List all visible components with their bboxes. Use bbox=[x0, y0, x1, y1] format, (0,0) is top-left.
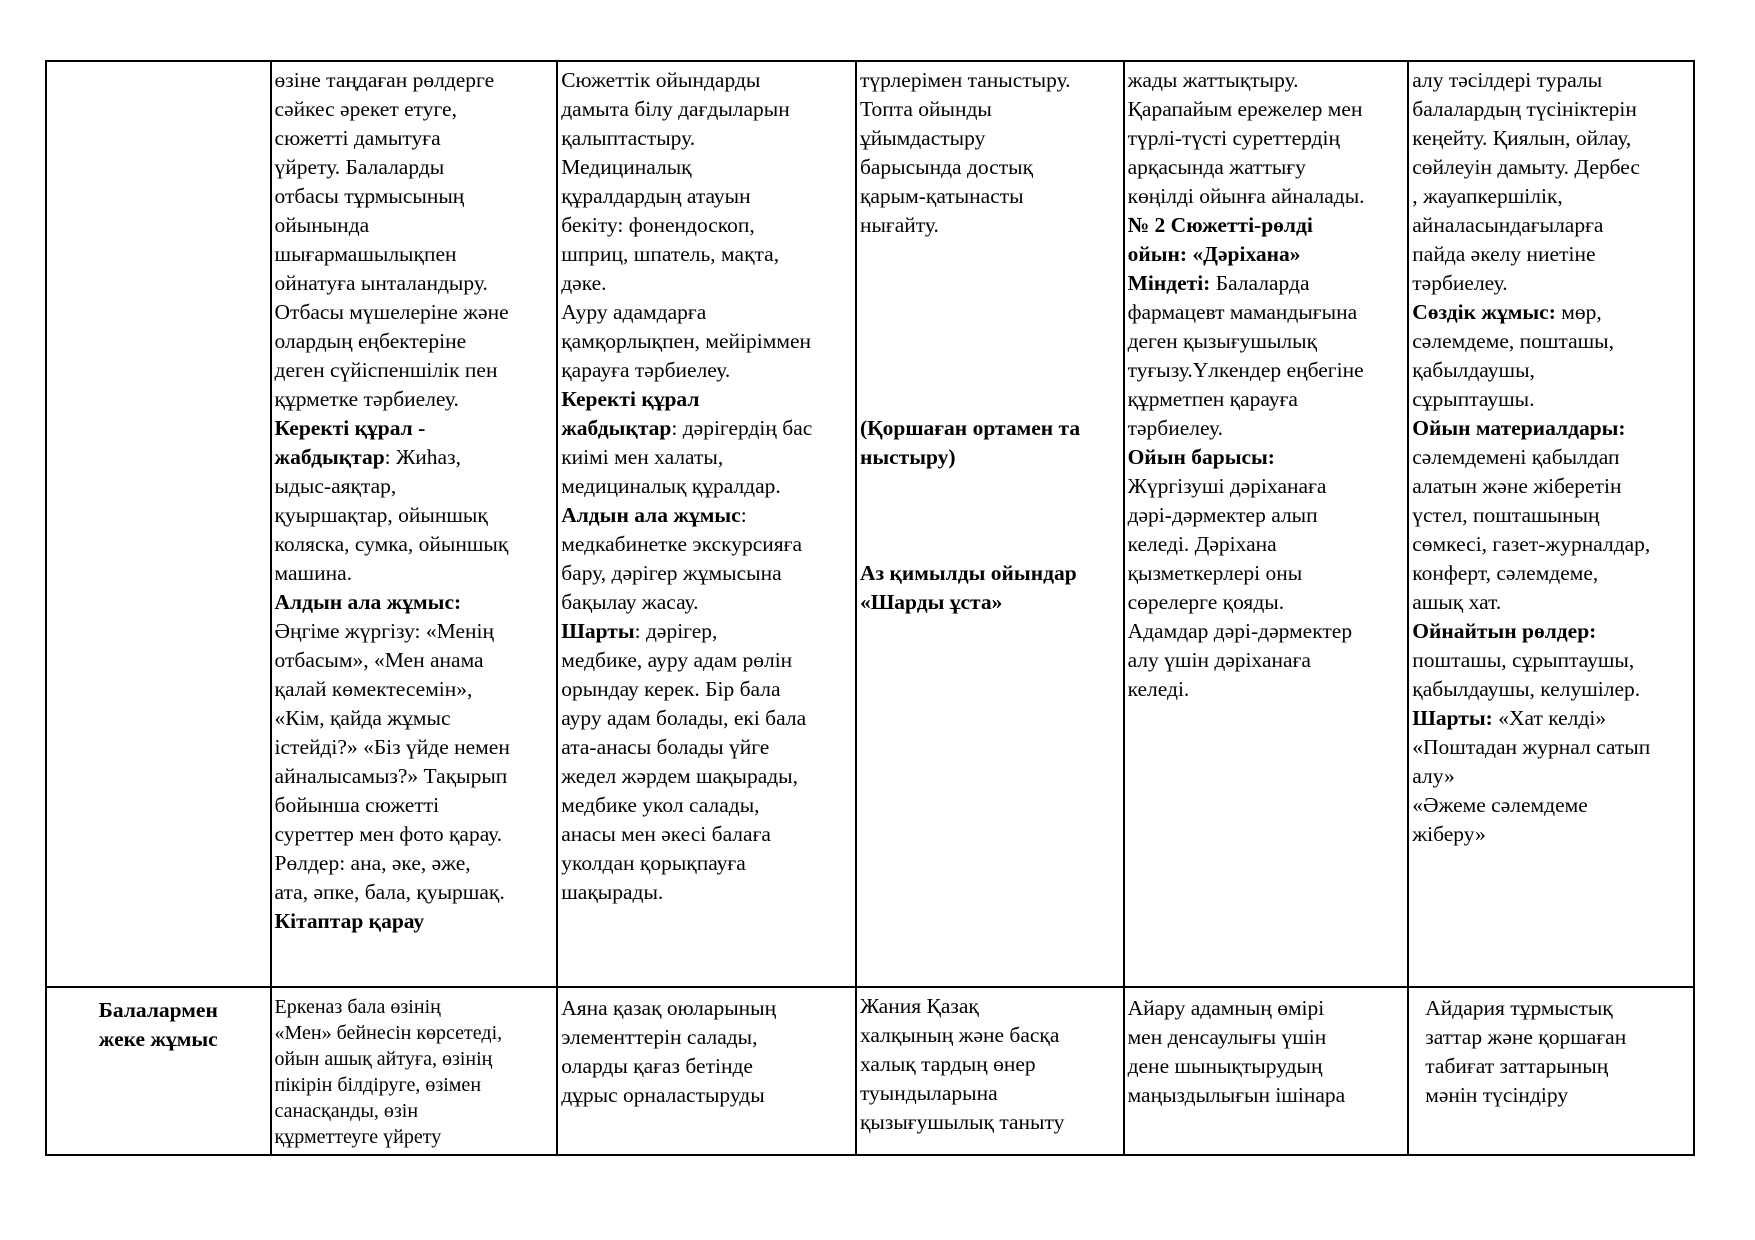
text-line bbox=[561, 559, 851, 588]
text: келеді. Дәріхана bbox=[1127, 532, 1277, 556]
bold-text: ныстыру) bbox=[859, 445, 956, 469]
text-line bbox=[860, 66, 1119, 95]
text-line bbox=[1412, 675, 1689, 704]
text-line bbox=[1412, 240, 1689, 269]
text-line bbox=[275, 762, 553, 791]
text: сюжетті дамытуға bbox=[274, 126, 441, 150]
text-line bbox=[1412, 530, 1689, 559]
text-line bbox=[860, 298, 1119, 327]
text-line bbox=[1412, 472, 1689, 501]
text-line bbox=[1128, 356, 1404, 385]
plan-row-games bbox=[46, 61, 1694, 987]
text: ыдыс-аяқтар, bbox=[274, 474, 397, 498]
text-line bbox=[275, 472, 553, 501]
text-line bbox=[1412, 66, 1689, 95]
text-line bbox=[1128, 153, 1404, 182]
text: алу» bbox=[1412, 764, 1455, 788]
text: шприц, шпатель, мақта, bbox=[561, 242, 780, 266]
bold-text: Сөздік жұмыс: bbox=[1412, 300, 1556, 324]
text-line bbox=[561, 762, 851, 791]
row2-cell-friday bbox=[1408, 987, 1694, 1155]
text: : bbox=[740, 503, 747, 527]
text-line bbox=[1128, 617, 1404, 646]
text: орындау керек. Бір бала bbox=[561, 677, 781, 701]
text: жіберу» bbox=[1412, 822, 1486, 846]
text: құрметке тәрбиелеу. bbox=[274, 387, 459, 411]
text: үстел, пошташының bbox=[1412, 503, 1600, 527]
text-line: дұрыс орналастыруды bbox=[561, 1083, 765, 1107]
text: Қарапайым ережелер мен bbox=[1127, 97, 1363, 121]
text-line bbox=[561, 327, 851, 356]
bold-text: Алдын ала жұмыс bbox=[561, 503, 741, 527]
text: , жауапкершілік, bbox=[1412, 184, 1563, 208]
text: бақылау жасау. bbox=[561, 590, 699, 614]
text-line bbox=[561, 501, 851, 530]
text-line bbox=[561, 414, 851, 443]
text-line bbox=[1128, 675, 1404, 704]
text-line: пікірін білдіруге, өзімен bbox=[274, 1074, 482, 1096]
text: сәлемдемені қабылдап bbox=[1412, 445, 1620, 469]
text-line bbox=[275, 820, 553, 849]
row1-cell-tuesday bbox=[557, 61, 856, 987]
text: уколдан қорықпауға bbox=[561, 851, 746, 875]
text-line bbox=[275, 124, 553, 153]
text-line: Аяна қазақ оюларының bbox=[561, 996, 777, 1020]
text-line bbox=[561, 298, 851, 327]
text-line: туындыларына bbox=[859, 1081, 998, 1105]
row2-header-line-1: Балалармен bbox=[98, 998, 218, 1022]
text-line bbox=[860, 530, 1119, 559]
text: ашық хат. bbox=[1412, 590, 1502, 614]
text: қабылдаушы, bbox=[1412, 358, 1535, 382]
text-line bbox=[1412, 559, 1689, 588]
text: шақырады. bbox=[561, 880, 664, 904]
text-line: элементтерін салады, bbox=[561, 1025, 758, 1049]
text: сәйкес әрекет етуге, bbox=[274, 97, 457, 121]
text: дамыта білу дағдыларын bbox=[561, 97, 790, 121]
bold-text: № 2 Сюжетті-рөлді bbox=[1127, 213, 1313, 237]
text-line bbox=[275, 443, 553, 472]
text-line: дене шынықтырудың bbox=[1127, 1054, 1323, 1078]
bold-text: Керекті құрал bbox=[561, 387, 700, 411]
text-line bbox=[275, 298, 553, 327]
text: «Хат келді» bbox=[1492, 706, 1607, 730]
text-line bbox=[1412, 704, 1689, 733]
bold-text: Ойнайтын рөлдер: bbox=[1412, 619, 1597, 643]
text-line bbox=[275, 907, 553, 936]
text: қабылдаушы, келушілер. bbox=[1412, 677, 1641, 701]
text-line: Еркеназ бала өзінің bbox=[274, 996, 441, 1018]
text: тәрбиелеу. bbox=[1127, 416, 1223, 440]
text-line bbox=[1412, 791, 1689, 820]
text: туғызу.Үлкендер еңбегіне bbox=[1127, 358, 1364, 382]
text-line bbox=[561, 675, 851, 704]
row2-cell-wednesday bbox=[856, 987, 1124, 1155]
text-line bbox=[1412, 733, 1689, 762]
text-line bbox=[561, 878, 851, 907]
text: Сюжеттік ойындарды bbox=[561, 68, 761, 92]
bold-text: Кітаптар қарау bbox=[274, 909, 425, 933]
text-line bbox=[275, 385, 553, 414]
text: ұйымдастыру bbox=[859, 126, 986, 150]
text: алу үшін дәріханаға bbox=[1127, 648, 1311, 672]
text-line bbox=[860, 327, 1119, 356]
bold-text: жабдықтар bbox=[274, 445, 385, 469]
bold-text: Ойын материалдары: bbox=[1412, 416, 1626, 440]
text: бекіту: фонендоскоп, bbox=[561, 213, 755, 237]
text-line bbox=[1412, 211, 1689, 240]
text: дәрі-дәрмектер алып bbox=[1127, 503, 1318, 527]
text-line: маңыздылығын ішінара bbox=[1127, 1083, 1346, 1107]
text-line bbox=[1128, 269, 1404, 298]
text-line bbox=[860, 95, 1119, 124]
text-line bbox=[1412, 646, 1689, 675]
text-line: халқының және басқа bbox=[859, 1023, 1060, 1047]
text: сөрелерге қояды. bbox=[1127, 590, 1285, 614]
text-line bbox=[561, 356, 851, 385]
text-line bbox=[1412, 327, 1689, 356]
text-line bbox=[275, 66, 553, 95]
text-line bbox=[1412, 95, 1689, 124]
text-line bbox=[275, 182, 553, 211]
text-line bbox=[561, 182, 851, 211]
text: деген сүйіспеншілік пен bbox=[274, 358, 498, 382]
text-line bbox=[860, 559, 1119, 588]
text: Медициналық bbox=[561, 155, 692, 179]
text: мөр, bbox=[1555, 300, 1602, 324]
text-line bbox=[275, 530, 553, 559]
text-line bbox=[561, 588, 851, 617]
text-line: халық тардың өнер bbox=[859, 1052, 1036, 1076]
text-line bbox=[1128, 443, 1404, 472]
text: Балаларда bbox=[1210, 271, 1310, 295]
text-line bbox=[561, 704, 851, 733]
text-line bbox=[561, 472, 851, 501]
text-line bbox=[275, 646, 553, 675]
text-line bbox=[1128, 211, 1404, 240]
row2-header-line-2: жеке жұмыс bbox=[98, 1027, 218, 1051]
text: жады жаттықтыру. bbox=[1127, 68, 1299, 92]
text: Ауру адамдарға bbox=[561, 300, 707, 324]
text-line bbox=[860, 182, 1119, 211]
text-line bbox=[561, 153, 851, 182]
text-line bbox=[860, 472, 1119, 501]
text-line: Айдария тұрмыстық bbox=[1425, 996, 1613, 1020]
text: Жүргізуші дәріханаға bbox=[1127, 474, 1327, 498]
text-line bbox=[1412, 182, 1689, 211]
text-line bbox=[1412, 414, 1689, 443]
text-line bbox=[275, 153, 553, 182]
text-line: қызығушылық таныту bbox=[859, 1110, 1065, 1134]
text-line: мен денсаулығы үшін bbox=[1127, 1025, 1327, 1049]
text: өзіне таңдаған рөлдерге bbox=[274, 68, 495, 92]
text-line bbox=[275, 704, 553, 733]
text-line bbox=[1128, 385, 1404, 414]
row1-cell-monday bbox=[271, 61, 558, 987]
text: Әңгіме жүргізу: «Менің bbox=[274, 619, 494, 643]
row2-header-cell bbox=[46, 987, 271, 1155]
text: отбасым», «Мен анама bbox=[274, 648, 484, 672]
text-line bbox=[1128, 298, 1404, 327]
text: ата-анасы болады үйге bbox=[561, 735, 770, 759]
text-line bbox=[561, 733, 851, 762]
text-line: Жания Қазақ bbox=[859, 994, 979, 1018]
text: «Поштадан журнал сатып bbox=[1412, 735, 1651, 759]
text-line: құрметтеуге үйрету bbox=[274, 1126, 442, 1148]
text-line bbox=[1128, 472, 1404, 501]
text-line bbox=[561, 211, 851, 240]
text-line bbox=[275, 559, 553, 588]
text: бару, дәрігер жұмысына bbox=[561, 561, 782, 585]
text: отбасы тұрмысының bbox=[274, 184, 465, 208]
text-line: мәнін түсіндіру bbox=[1425, 1083, 1569, 1107]
text-line bbox=[1128, 588, 1404, 617]
text-line bbox=[275, 95, 553, 124]
text: Рөлдер: ана, әке, әже, bbox=[274, 851, 471, 875]
text-line bbox=[275, 733, 553, 762]
bold-text: «Шарды ұста» bbox=[859, 590, 1003, 614]
text-line bbox=[275, 588, 553, 617]
row2-cell-thursday bbox=[1124, 987, 1409, 1155]
text-line bbox=[1412, 588, 1689, 617]
text: барысында достық bbox=[859, 155, 1034, 179]
text: құралдардың атауын bbox=[561, 184, 751, 208]
text-line bbox=[561, 617, 851, 646]
text: ойнатуға ынталандыру. bbox=[274, 271, 488, 295]
text-line bbox=[275, 269, 553, 298]
text: «Кім, қайда жұмыс bbox=[274, 706, 451, 730]
text: қалай көмектесемін», bbox=[274, 677, 473, 701]
text-line bbox=[561, 95, 851, 124]
text: анасы мен әкесі балаға bbox=[561, 822, 771, 846]
text: алу тәсілдері туралы bbox=[1412, 68, 1603, 92]
text: дәке. bbox=[561, 271, 607, 295]
text-line bbox=[561, 849, 851, 878]
plan-row-individual-work bbox=[46, 987, 1694, 1155]
text: конферт, сәлемдеме, bbox=[1412, 561, 1599, 585]
text: түрлі-түсті суреттердің bbox=[1127, 126, 1341, 150]
text-line bbox=[275, 791, 553, 820]
bold-text: Аз қимылды ойындар bbox=[859, 561, 1077, 585]
text-line: «Мен» бейнесін көрсетеді, bbox=[274, 1022, 503, 1044]
text: үйрету. Балаларды bbox=[274, 155, 445, 179]
bold-text: Алдын ала жұмыс: bbox=[274, 590, 462, 614]
text-line bbox=[561, 66, 851, 95]
text-line bbox=[1128, 414, 1404, 443]
text: айналысамыз?» Тақырып bbox=[274, 764, 508, 788]
text-line bbox=[561, 791, 851, 820]
text-line bbox=[860, 211, 1119, 240]
text-line bbox=[1128, 124, 1404, 153]
text-line bbox=[860, 501, 1119, 530]
text-line: санасқанды, өзін bbox=[274, 1100, 419, 1122]
text-line: заттар және қоршаған bbox=[1425, 1025, 1627, 1049]
text-line bbox=[860, 269, 1119, 298]
text-line bbox=[1412, 443, 1689, 472]
bold-text: Шарты: bbox=[1412, 706, 1493, 730]
text: қарауға тәрбиелеу. bbox=[561, 358, 731, 382]
plan-table bbox=[45, 60, 1695, 1156]
text-line bbox=[1412, 617, 1689, 646]
text: сөмкесі, газет-журналдар, bbox=[1412, 532, 1651, 556]
text-line bbox=[1412, 820, 1689, 849]
text: машина. bbox=[274, 561, 353, 585]
text: Адамдар дәрі-дәрмектер bbox=[1127, 619, 1353, 643]
text: Отбасы мүшелеріне және bbox=[274, 300, 509, 324]
text-line: Айару адамның өмірі bbox=[1127, 996, 1325, 1020]
text: келеді. bbox=[1127, 677, 1190, 701]
text: : Жиһаз, bbox=[384, 445, 461, 469]
text-line bbox=[1412, 269, 1689, 298]
text-line bbox=[1128, 559, 1404, 588]
bold-text: Керекті құрал - bbox=[274, 416, 426, 440]
text: арқасында жаттығу bbox=[1127, 155, 1306, 179]
text-line bbox=[275, 675, 553, 704]
bold-text: Шарты bbox=[561, 619, 635, 643]
text: түрлерімен таныстыру. bbox=[859, 68, 1071, 92]
text: айналасындағыларға bbox=[1412, 213, 1604, 237]
text: медициналық құралдар. bbox=[561, 474, 781, 498]
text-line bbox=[275, 356, 553, 385]
text: қуыршақтар, ойыншық bbox=[274, 503, 488, 527]
text: қамқорлықпен, мейіріммен bbox=[561, 329, 812, 353]
bold-text: ойын: «Дәріхана» bbox=[1127, 242, 1301, 266]
bold-text: Міндеті: bbox=[1127, 271, 1211, 295]
text-line bbox=[275, 617, 553, 646]
text-line bbox=[561, 269, 851, 298]
row2-cell-tuesday bbox=[557, 987, 856, 1155]
text-line bbox=[1128, 95, 1404, 124]
text: деген қызығушылық bbox=[1127, 329, 1318, 353]
text-line bbox=[860, 385, 1119, 414]
text-line bbox=[860, 588, 1119, 617]
text: ауру адам болады, екі бала bbox=[561, 706, 807, 730]
text-line bbox=[275, 878, 553, 907]
text: бойынша сюжетті bbox=[274, 793, 440, 817]
text: медкабинетке экскурсияға bbox=[561, 532, 803, 556]
bold-text: (Қоршаған ортамен та bbox=[859, 416, 1081, 440]
text-line bbox=[1412, 356, 1689, 385]
text: фармацевт мамандығына bbox=[1127, 300, 1358, 324]
text: суреттер мен фото қарау. bbox=[274, 822, 503, 846]
text: құрметпен қарауға bbox=[1127, 387, 1298, 411]
text: сәлемдеме, пошташы, bbox=[1412, 329, 1614, 353]
text-line bbox=[275, 327, 553, 356]
text: пайда әкелу ниетіне bbox=[1412, 242, 1596, 266]
text: киімі мен халаты, bbox=[561, 445, 724, 469]
text-line bbox=[1128, 182, 1404, 211]
text-line bbox=[1128, 646, 1404, 675]
text-line bbox=[1128, 501, 1404, 530]
text-line bbox=[860, 443, 1119, 472]
bold-text: Ойын барысы: bbox=[1127, 445, 1275, 469]
text-line bbox=[561, 124, 851, 153]
text: : дәрігер, bbox=[634, 619, 718, 643]
bold-text: жабдықтар bbox=[561, 416, 672, 440]
text-line: оларды қағаз бетінде bbox=[561, 1054, 753, 1078]
text-line bbox=[561, 530, 851, 559]
text-line bbox=[275, 240, 553, 269]
text: жедел жәрдем шақырады, bbox=[561, 764, 799, 788]
text-line bbox=[1128, 530, 1404, 559]
text-line bbox=[1412, 124, 1689, 153]
text-line bbox=[275, 849, 553, 878]
text-line bbox=[1412, 298, 1689, 327]
text: шығармашылықпен bbox=[274, 242, 457, 266]
text-line bbox=[860, 356, 1119, 385]
text: медбике, ауру адам рөлін bbox=[561, 648, 793, 672]
text-line bbox=[1412, 762, 1689, 791]
text: сөйлеуін дамыту. Дербес bbox=[1412, 155, 1640, 179]
text-line bbox=[1128, 327, 1404, 356]
text-line bbox=[275, 501, 553, 530]
text: коляска, сумка, ойыншық bbox=[274, 532, 509, 556]
row1-cell-friday bbox=[1408, 61, 1694, 987]
text-line bbox=[1412, 385, 1689, 414]
text: медбике укол салады, bbox=[561, 793, 760, 817]
text-line bbox=[860, 240, 1119, 269]
row1-cell-wednesday bbox=[856, 61, 1124, 987]
row1-header-cell bbox=[46, 61, 271, 987]
row2-cell-monday bbox=[271, 987, 558, 1155]
text-line bbox=[561, 443, 851, 472]
text-line bbox=[561, 820, 851, 849]
text: істейді?» «Біз үйде немен bbox=[274, 735, 510, 759]
text: ойынында bbox=[274, 213, 370, 237]
text: : дәрігердің бас bbox=[671, 416, 813, 440]
text: пошташы, сұрыптаушы, bbox=[1412, 648, 1635, 672]
text: Топта ойынды bbox=[859, 97, 992, 121]
text: алатын және жіберетін bbox=[1412, 474, 1622, 498]
text-line: табиғат заттарының bbox=[1425, 1054, 1609, 1078]
text: балалардың түсініктерін bbox=[1412, 97, 1637, 121]
text-line bbox=[1128, 66, 1404, 95]
row1-cell-thursday bbox=[1124, 61, 1409, 987]
text: олардың еңбектеріне bbox=[274, 329, 467, 353]
text-line bbox=[561, 385, 851, 414]
text-line bbox=[561, 646, 851, 675]
text-line bbox=[1128, 240, 1404, 269]
text: «Әжеме сәлемдеме bbox=[1412, 793, 1588, 817]
text-line: ойын ашық айтуға, өзінің bbox=[274, 1048, 493, 1070]
text: қызметкерлері оны bbox=[1127, 561, 1303, 585]
text-line bbox=[275, 414, 553, 443]
text-line bbox=[860, 153, 1119, 182]
text: кеңейту. Қиялын, ойлау, bbox=[1412, 126, 1632, 150]
text-line bbox=[275, 211, 553, 240]
text-line bbox=[860, 124, 1119, 153]
text: сұрыптаушы. bbox=[1412, 387, 1535, 411]
text-line bbox=[860, 414, 1119, 443]
text: көңілді ойынға айналады. bbox=[1127, 184, 1365, 208]
text-line bbox=[1412, 153, 1689, 182]
text: нығайту. bbox=[859, 213, 939, 237]
text-line bbox=[1412, 501, 1689, 530]
text: қарым-қатынасты bbox=[859, 184, 1024, 208]
text: ата, әпке, бала, қуыршақ. bbox=[274, 880, 505, 904]
text: қалыптастыру. bbox=[561, 126, 696, 150]
text-line bbox=[561, 240, 851, 269]
text: тәрбиелеу. bbox=[1412, 271, 1508, 295]
